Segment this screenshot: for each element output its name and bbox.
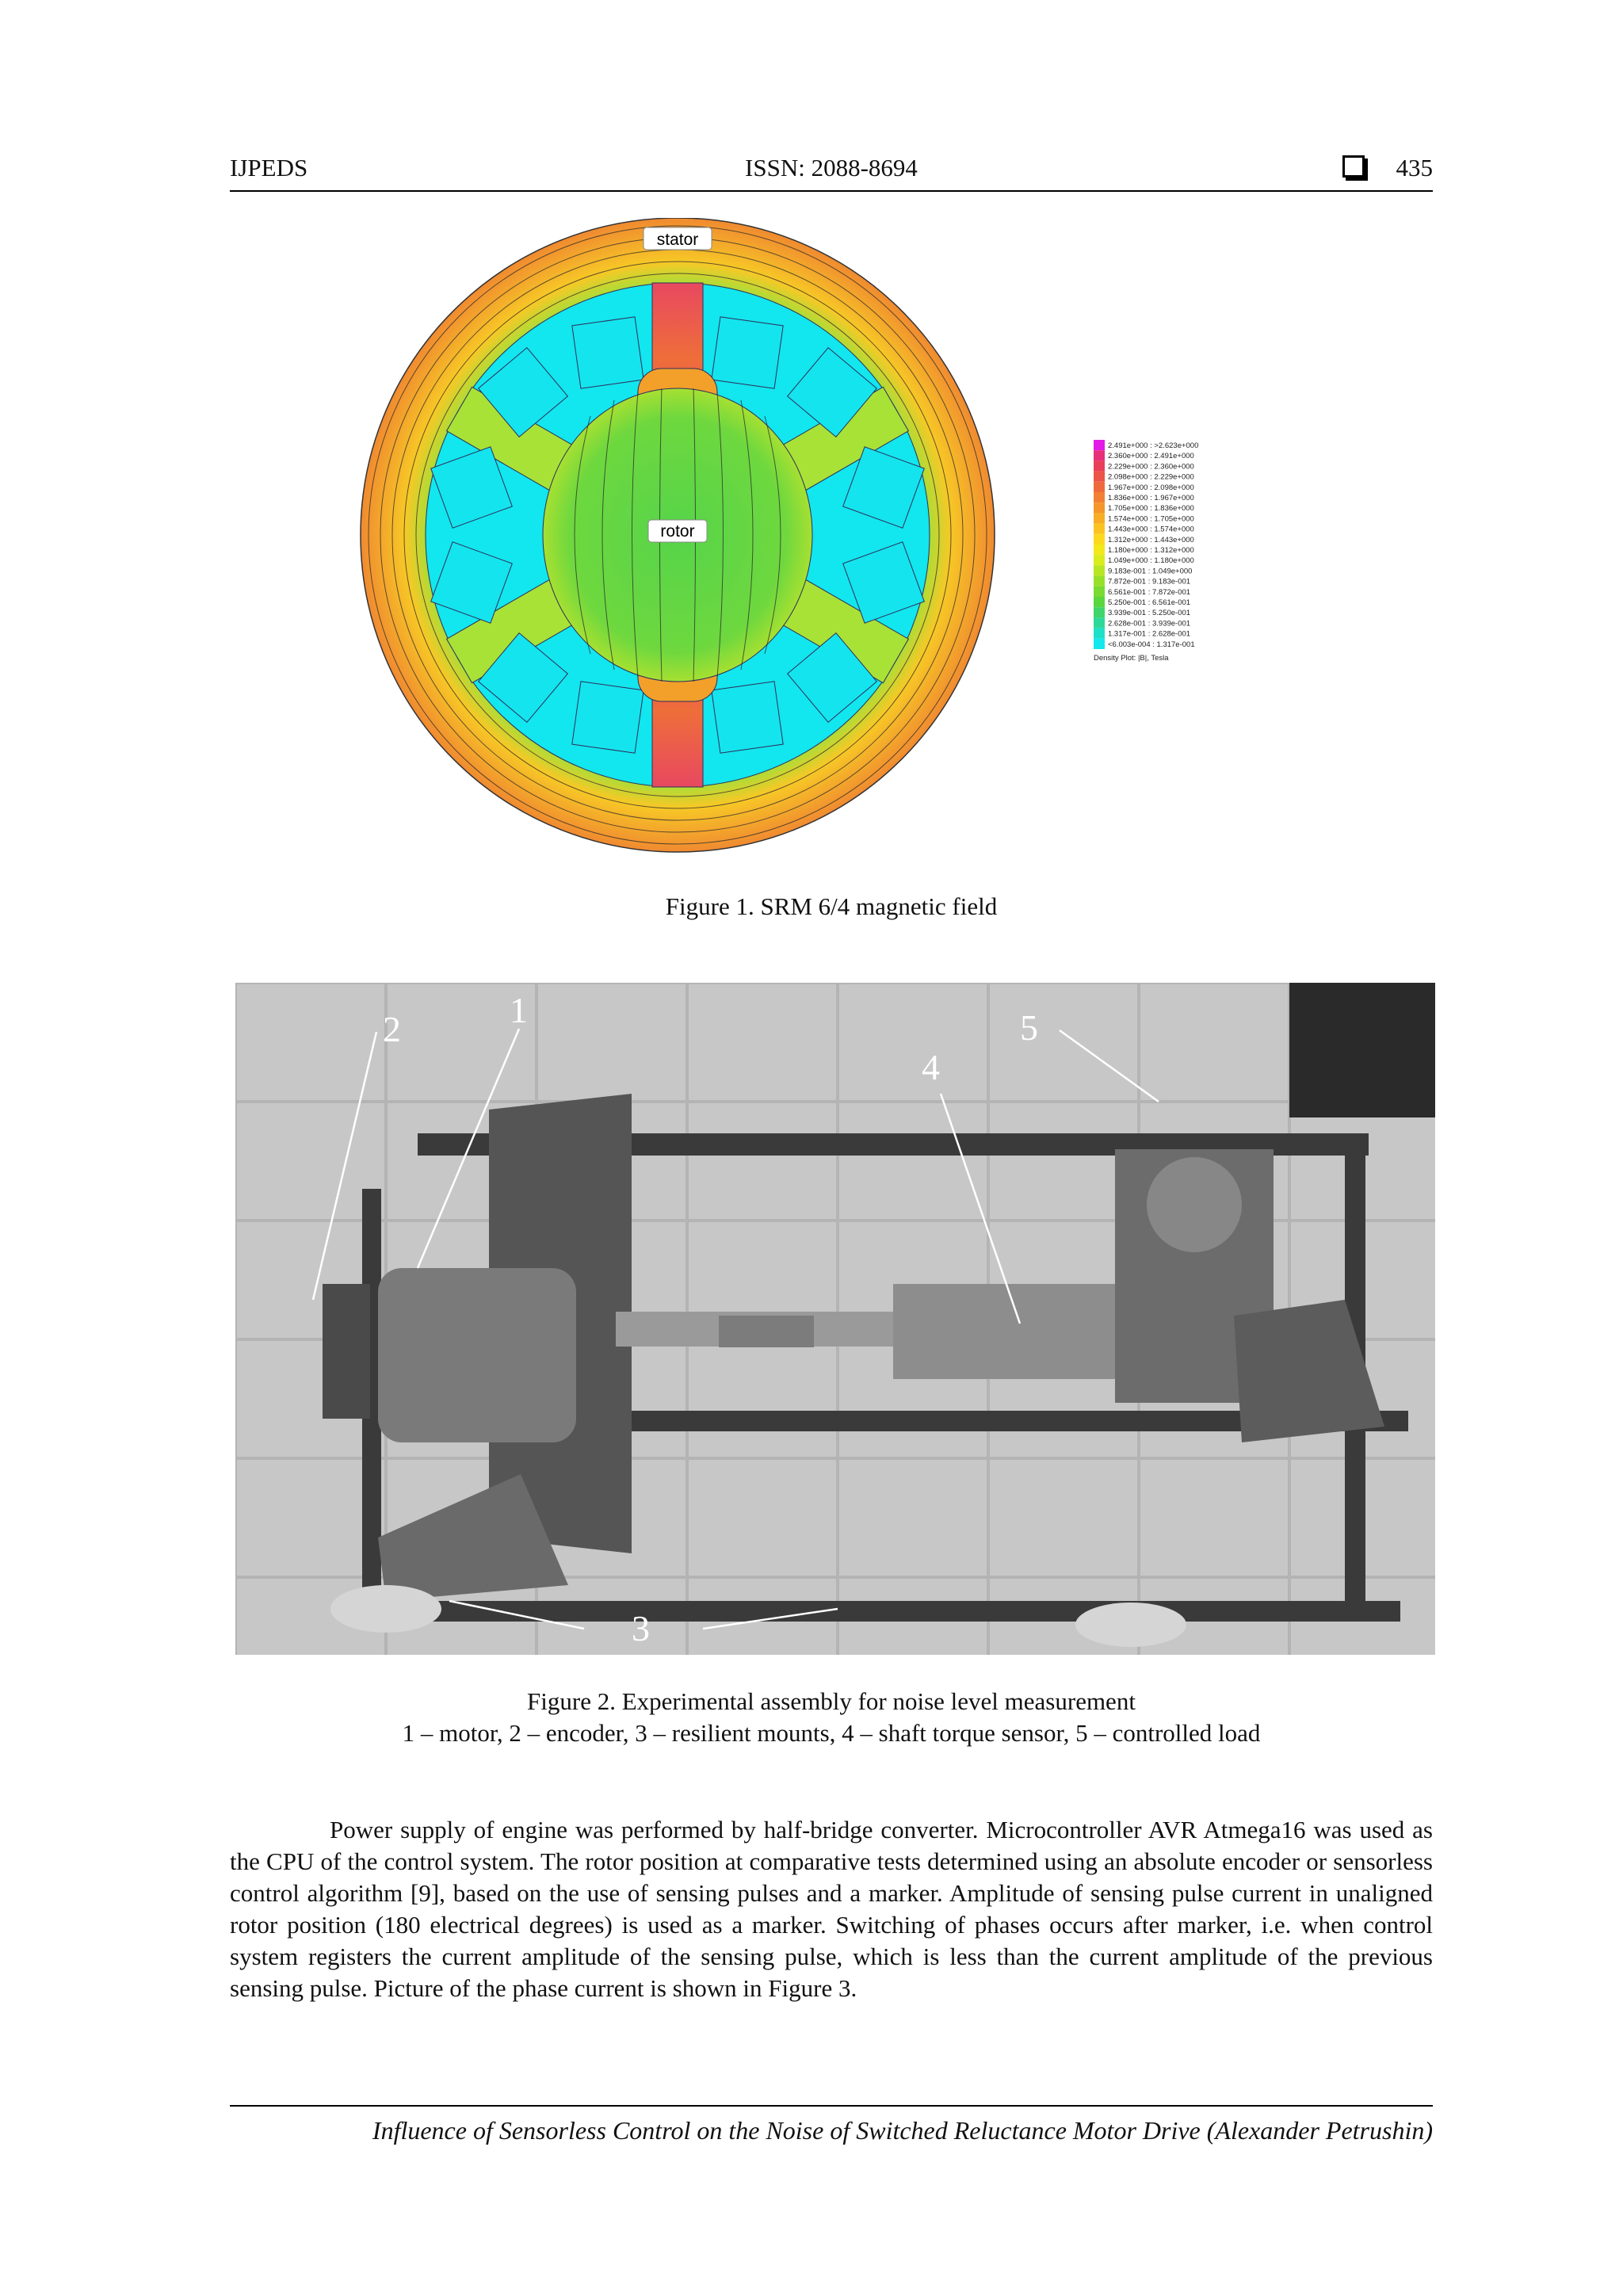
checkbox-icon	[1342, 155, 1365, 178]
legend-label: 1.967e+000 : 2.098e+000	[1108, 483, 1194, 492]
figure1-caption: Figure 1. SRM 6/4 magnetic field	[665, 892, 998, 920]
density-legend	[1094, 440, 1198, 663]
legend-title: Density Plot: |B|, Tesla	[1094, 654, 1169, 663]
legend-label: 3.939e-001 : 5.250e-001	[1108, 609, 1191, 618]
figure2-caption-line1: Figure 2. Experimental assembly for noise level measurement	[527, 1687, 1136, 1715]
legend-label: 2.628e-001 : 3.939e-001	[1108, 619, 1191, 628]
legend-swatch	[1094, 628, 1105, 639]
callout-2: 2	[383, 1009, 401, 1049]
page-footer: Influence of Sensorless Control on the Noise of Switched Reluctance Motor Drive (Alexander Petrushin)	[230, 2105, 1433, 2145]
legend-swatch	[1094, 639, 1105, 649]
figure1-magnetic-field-plot	[353, 218, 1256, 868]
page-number-group	[1342, 154, 1434, 182]
callout-3: 3	[632, 1608, 650, 1648]
legend-swatch	[1094, 472, 1105, 482]
journal-name: IJPEDS	[230, 154, 308, 181]
callout-1: 1	[510, 990, 528, 1030]
legend-label: <6.003e-004 : 1.317e-001	[1108, 640, 1195, 649]
legend-swatch	[1094, 565, 1105, 575]
legend-label: 1.049e+000 : 1.180e+000	[1108, 556, 1194, 566]
issn: ISSN: 2088-8694	[745, 154, 918, 181]
legend-label: 1.705e+000 : 1.836e+000	[1108, 504, 1194, 514]
legend-swatch	[1094, 502, 1105, 513]
legend-label: 9.183e-001 : 1.049e+000	[1108, 567, 1193, 576]
legend-label: 1.836e+000 : 1.967e+000	[1108, 494, 1194, 502]
legend-swatch	[1094, 482, 1105, 492]
rotor-label: rotor	[660, 522, 695, 541]
legend-swatch	[1094, 513, 1105, 523]
legend-swatch	[1094, 544, 1105, 555]
legend-swatch	[1094, 492, 1105, 502]
legend-label: 2.229e+000 : 2.360e+000	[1108, 462, 1194, 472]
body-paragraph	[230, 1814, 1433, 2004]
legend-swatch	[1094, 555, 1105, 565]
figure2-photo	[235, 983, 1435, 1655]
legend-swatch	[1094, 440, 1105, 450]
legend-label: 1.180e+000 : 1.312e+000	[1108, 546, 1194, 555]
legend-swatch	[1094, 460, 1105, 471]
legend-label: 2.491e+000 : >2.623e+000	[1108, 441, 1199, 450]
legend-label: 5.250e-001 : 6.561e-001	[1108, 598, 1191, 607]
legend-label: 1.312e+000 : 1.443e+000	[1108, 535, 1194, 544]
stator-label: stator	[656, 231, 699, 249]
callout-4: 4	[922, 1047, 940, 1087]
page-header	[230, 154, 1433, 192]
legend-swatch	[1094, 524, 1105, 534]
legend-swatch	[1094, 617, 1105, 628]
legend-label: 7.872e-001 : 9.183e-001	[1108, 577, 1191, 586]
experimental-assembly-drawing	[235, 983, 1435, 1655]
legend-swatch	[1094, 576, 1105, 586]
callout-5: 5	[1020, 1007, 1038, 1048]
legend-swatch	[1094, 586, 1105, 597]
figure2-caption-line2: 1 – motor, 2 – encoder, 3 – resilient mounts, 4 – shaft torque sensor, 5 – controlled load	[402, 1719, 1261, 1747]
paragraph-text: Power supply of engine was performed by half-bridge converter. Microcontroller AVR Atmega16 was used as the CPU of the control system. The rotor position at comparative tests determined using an absolute encoder or sensorless control algorithm [9], based on the use of sensing pulses and a marker. Amplitude of sensing pulse current in unaligned rotor position (180 electrical degrees) is used as a marker. Switching of phases occurs after marker, i.e. when control system registers the current amplitude of the sensing pulse, which is less than the current amplitude of the previous sensing pulse. Picture of the phase current is shown in Figure 3.	[230, 1816, 1433, 2002]
legend-label: 1.317e-001 : 2.628e-001	[1108, 629, 1191, 639]
legend-label: 6.561e-001 : 7.872e-001	[1108, 587, 1191, 597]
legend-label: 1.443e+000 : 1.574e+000	[1108, 525, 1194, 534]
legend-label: 2.098e+000 : 2.229e+000	[1108, 472, 1194, 482]
legend-label: 1.574e+000 : 1.705e+000	[1108, 514, 1194, 524]
motor-cross-section	[361, 218, 995, 852]
page-number: 435	[1396, 154, 1433, 181]
legend-swatch	[1094, 534, 1105, 544]
legend-label: 2.360e+000 : 2.491e+000	[1108, 452, 1194, 461]
legend-swatch	[1094, 450, 1105, 460]
legend-swatch	[1094, 607, 1105, 617]
legend-swatch	[1094, 597, 1105, 607]
